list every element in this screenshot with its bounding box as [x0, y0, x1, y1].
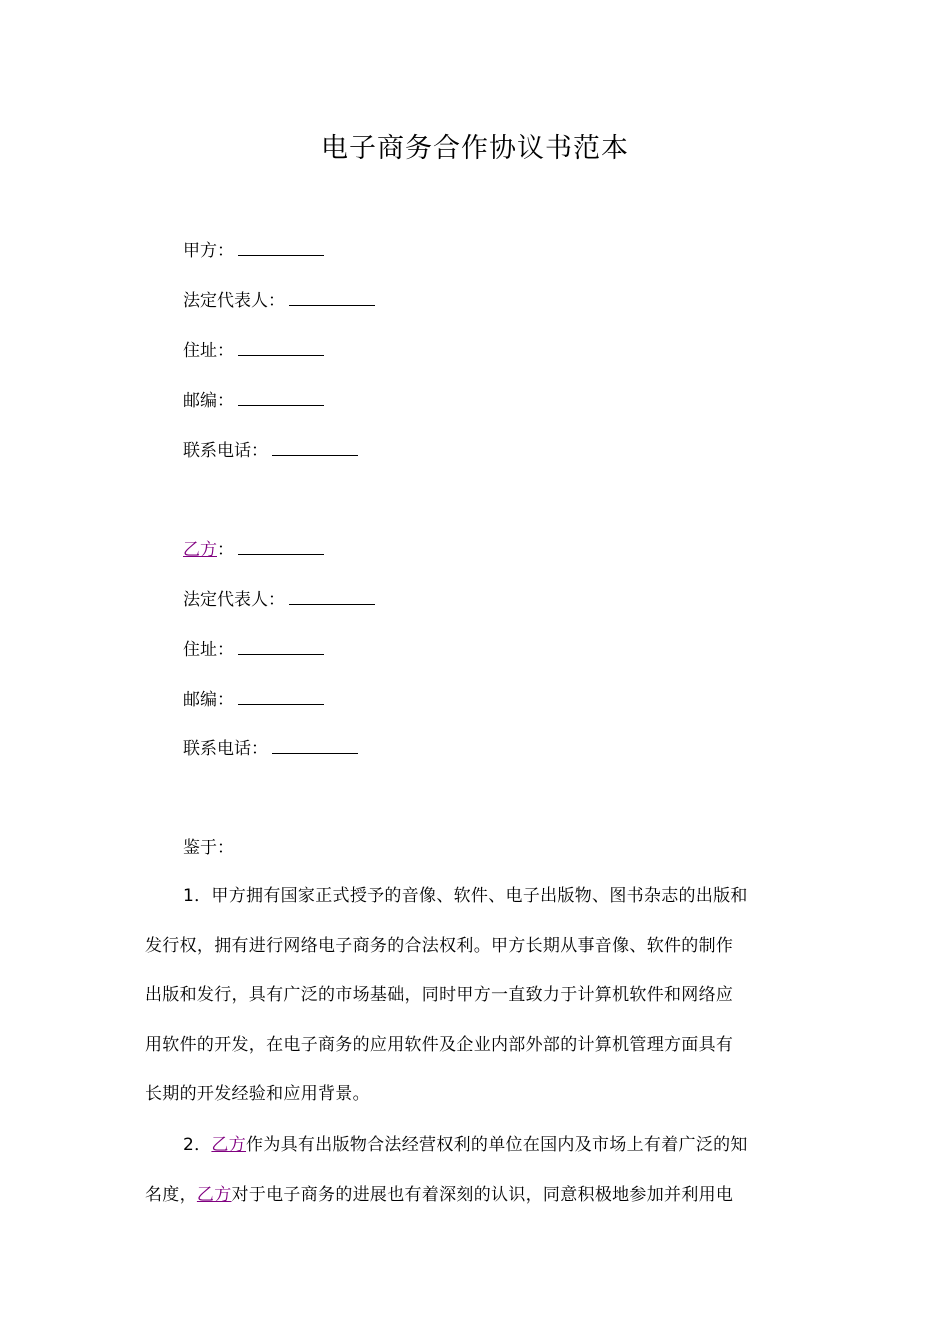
clause-2-text: 对于电子商务的进展也有着深刻的认识，同意积极地参加并利用电 [231, 1184, 734, 1205]
party-a-phone-blank[interactable] [272, 441, 358, 456]
party-b-address-label: 住址： [183, 640, 234, 660]
party-a-address-label: 住址： [183, 341, 234, 361]
clause-2-line [145, 1121, 807, 1171]
clause-2-text: 作为具有出版物合法经营权利的单位在国内及市场上有着广泛的知 [246, 1135, 748, 1155]
party-a-address-field [183, 339, 324, 363]
party-a-name-label: 甲方： [183, 241, 234, 261]
party-b-rep-label: 法定代表人： [183, 590, 285, 610]
party-b-rep-field [183, 588, 375, 612]
whereas-heading: 鉴于： [183, 838, 234, 858]
clause-2-line [145, 1171, 807, 1221]
party-b-link[interactable]: 乙方 [196, 1184, 232, 1205]
party-a-rep-label: 法定代表人： [183, 291, 285, 311]
party-b-phone-blank[interactable] [272, 739, 358, 754]
party-b-link[interactable]: 乙方 [211, 1135, 247, 1155]
party-b-phone-field [183, 737, 358, 761]
party-a-postcode-field [183, 389, 324, 413]
clause-1-line: 发行权，拥有进行网络电子商务的合法权利。甲方长期从事音像、软件的制作 [145, 935, 734, 956]
party-b-name-field [183, 538, 324, 562]
party-a-postcode-blank[interactable] [238, 391, 324, 406]
clause-1-line: 长期的开发经验和应用背景。 [145, 1084, 370, 1105]
party-b-postcode-blank[interactable] [238, 690, 324, 705]
clause-1 [145, 872, 807, 1120]
party-b-address-field [183, 638, 324, 662]
clause-1-line: 用软件的开发，在电子商务的应用软件及企业内部外部的计算机管理方面具有 [145, 1034, 734, 1055]
party-b-name-suffix: ： [217, 540, 234, 560]
party-a-name-field [183, 239, 324, 263]
party-b-postcode-label: 邮编： [183, 690, 234, 710]
party-a-phone-label: 联系电话： [183, 441, 268, 461]
party-a-phone-field [183, 439, 358, 463]
clause-2-text: 名度， [145, 1184, 197, 1205]
party-b-link[interactable]: 乙方 [183, 540, 217, 560]
party-b-phone-label: 联系电话： [183, 739, 268, 759]
party-b-name-blank[interactable] [238, 540, 324, 555]
party-a-rep-blank[interactable] [289, 291, 375, 306]
clause-2-prefix: 2． [183, 1135, 212, 1155]
document-title: 电子商务合作协议书范本 [321, 133, 629, 164]
party-a-postcode-label: 邮编： [183, 391, 234, 411]
clause-2 [145, 1121, 807, 1220]
party-a-rep-field [183, 289, 375, 313]
party-a-address-blank[interactable] [238, 341, 324, 356]
party-b-postcode-field [183, 688, 324, 712]
party-b-rep-blank[interactable] [289, 590, 375, 605]
clause-1-line: 出版和发行，具有广泛的市场基础，同时甲方一直致力于计算机软件和网络应 [145, 985, 734, 1006]
clause-1-line: 1．甲方拥有国家正式授予的音像、软件、电子出版物、图书杂志的出版和 [183, 886, 748, 906]
party-b-address-blank[interactable] [238, 640, 324, 655]
party-a-name-blank[interactable] [238, 241, 324, 256]
